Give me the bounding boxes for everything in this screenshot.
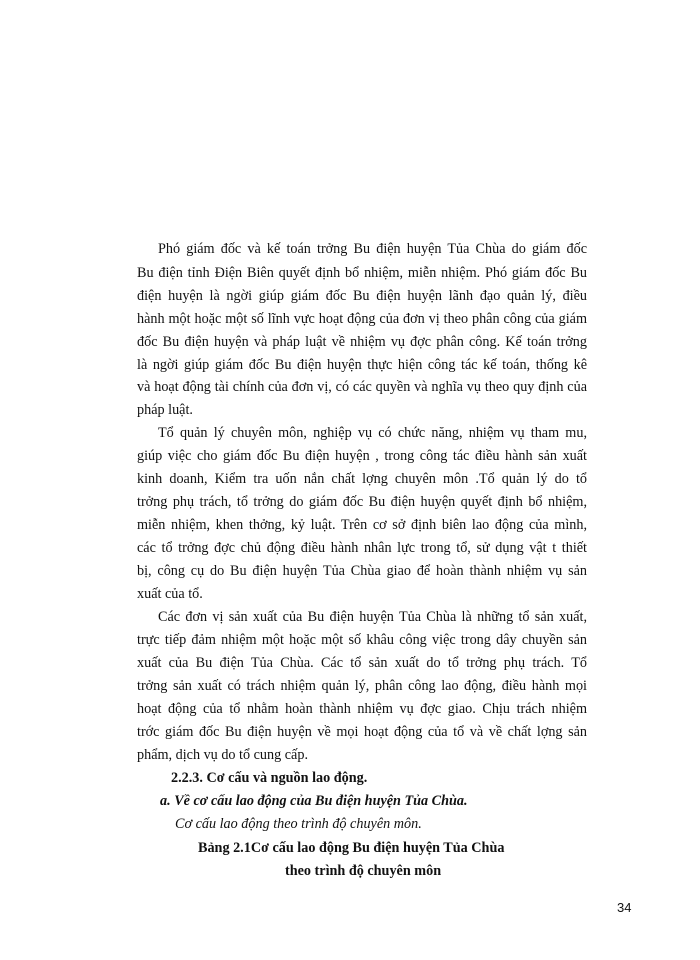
- paragraph-line: hoạt động của tổ nhằm hoàn thành nhiệm vụ đợc giao. Chịu trách nhiệm: [137, 701, 587, 717]
- subsection-heading: a. Về cơ cấu lao động của Bu điện huyện Tủa Chùa.: [160, 793, 468, 809]
- paragraph-line: xuất của tổ.: [137, 586, 203, 602]
- section-heading: 2.2.3. Cơ cấu và nguồn lao động.: [171, 770, 368, 786]
- paragraph-line: đốc Bu điện huyện và pháp luật về nhiệm vụ đợc phân công. Kế toán trởng: [137, 334, 587, 350]
- paragraph-line: điện huyện là ngời giúp giám đốc Bu điện huyện lãnh đạo quản lý, điều: [137, 288, 587, 304]
- table-caption-line-1: Bảng 2.1Cơ cấu lao động Bu điện huyện Tủa Chùa: [198, 840, 505, 856]
- paragraph-line: các tổ trởng đợc chủ động điều hành nhân lực trong tổ, sử dụng vật t thiết: [137, 540, 587, 556]
- paragraph-line: Tổ quản lý chuyên môn, nghiệp vụ có chức năng, nhiệm vụ tham mu,: [158, 425, 587, 441]
- paragraph-line: Phó giám đốc và kế toán trởng Bu điện huyện Tủa Chùa do giám đốc: [158, 241, 587, 257]
- paragraph-line: hành một hoặc một số lĩnh vực hoạt động của đơn vị theo phân công của giám: [137, 311, 587, 327]
- page-number: 34: [617, 900, 632, 915]
- paragraph-line: Các đơn vị sản xuất của Bu điện huyện Tủa Chùa là những tổ sản xuất,: [158, 609, 587, 625]
- paragraph-line: trởng sản xuất có trách nhiệm quản lý, phân công lao động, điều hành mọi: [137, 678, 587, 694]
- paragraph-line: phẩm, dịch vụ do tổ cung cấp.: [137, 747, 308, 763]
- table-caption-line-2: theo trình độ chuyên môn: [285, 863, 442, 879]
- paragraph-line: trực tiếp đảm nhiệm một hoặc một số khâu công việc trong dây chuyền sản: [137, 632, 587, 648]
- paragraph-line: giúp việc cho giám đốc Bu điện huyện , trong công tác điều hành sản xuất: [137, 448, 587, 464]
- paragraph-line: là ngời giúp giám đốc Bu điện huyện thực hiện công tác kế toán, thống kê: [137, 357, 587, 373]
- paragraph-line: bị, công cụ do Bu điện huyện Tủa Chùa giao để hoàn thành nhiệm vụ sản: [137, 563, 587, 579]
- paragraph-line: miễn nhiệm, khen thởng, kỷ luật. Trên cơ sở định biên lao động của mình,: [137, 517, 587, 533]
- paragraph-line: trớc giám đốc Bu điện huyện về mọi hoạt động của tổ và về chất lợng sản: [137, 724, 587, 740]
- paragraph-line: kinh doanh, Kiểm tra uốn nắn chất lợng chuyên môn .Tổ quản lý do tổ: [137, 471, 587, 487]
- paragraph-line: xuất của Bu điện Tủa Chùa. Các tổ sản xuất do tổ trởng phụ trách. Tổ: [137, 655, 587, 671]
- paragraph-line: và hoạt động tài chính của đơn vị, có các quyền và nghĩa vụ theo quy định của: [137, 379, 587, 395]
- paragraph-line: Bu điện tỉnh Điện Biên quyết định bổ nhiệm, miễn nhiệm. Phó giám đốc Bu: [137, 265, 587, 281]
- paragraph-line: trởng phụ trách, tổ trởng do giám đốc Bu điện huyện quyết định bổ nhiệm,: [137, 494, 587, 510]
- italic-note: Cơ cấu lao động theo trình độ chuyên môn.: [175, 816, 422, 832]
- paragraph-line: pháp luật.: [137, 402, 193, 418]
